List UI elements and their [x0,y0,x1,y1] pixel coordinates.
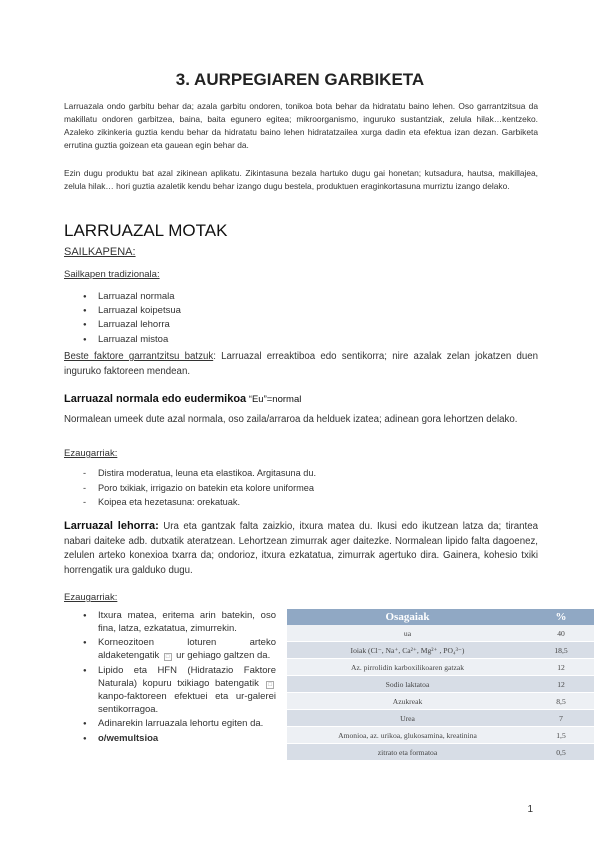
table-row: Ioiak (Cl⁻, Na⁺, Ca²⁺, Mg²⁺ , PO₄³⁻) 18,5 [287,642,594,659]
table-row: Az. pirrolidin karboxilikoaren gatzak 12 [287,659,594,676]
table-row: zitrato eta formatoa 0,5 [287,744,594,761]
list-item: ● Korneozitoen loturen arteko aldaketengatik □ ur gehiago galtzen da. [64,637,276,663]
other-factors-text: : Larruazal erreaktiboa edo sentikorra; nire azalak zelan jokatzen duen inguruko faktoreen mendean. [64,351,538,377]
other-factors-label: Beste faktore garrantzitsu batzuk [64,351,214,362]
list-item: ● Lipido eta HFN (Hidratazio Faktore Naturala) kopuru txikiago batengatik □ kanpo-faktoreen efektuei eta ur-galerei sentikorragoa. [64,665,276,716]
dry-features-list [64,610,276,747]
section-title: LARRUAZAL MOTAK [64,221,228,240]
skin-types-list [64,290,181,347]
dry-features-heading: Ezaugarriak: [64,592,118,603]
intro-paragraph-1: Larruazala ondo garbitu behar da; azala garbitu ondoren, tonikoa bota behar da hidratatu baino lehen. Oso garrantzitsua da makillatu ondoren garbitzea, baina, baita egunero egitea; mikroorganismo, inguruko sustantziak, zelula hilak…kentzeko. Azaleko zikinkeria guztia kendu behar da hidratatu baino lehen hidratatzailea xurga dadin eta efektua izan dezan. Garbiketa errutina guztia goizean eta gauean egin behar da. [64,101,538,150]
missing-glyph-icon: □ [268,681,272,688]
missing-glyph-icon: □ [165,653,170,660]
table-row: Urea 7 [287,710,594,727]
other-factors-paragraph [64,350,538,379]
list-item: ● Larruazal lehorra [64,318,181,332]
dry-skin-text: Ura eta gantzak falta zaizkio, itxura matea du. Ikusi edo ikutzean latza da; tirantea nabari daiteke adb. dutxatik ateratzean. Lehortzean zimurrak ager daitezke. Normalean lipido falta dagoenez, zelulen arteko konexioa txarra da; ondorioz, itxura ezkatatua, zimurrak agertuko dira. Gainera, kohesio txiki horrengatik ura galduko dugu. [64,521,539,576]
sailkapena-heading: SAILKAPENA: [64,246,136,258]
dry-skin-title: Larruazal lehorra: [64,520,159,532]
list-item: ● Larruazal mistoa [64,333,181,347]
list-item: ● Larruazal koipetsua [64,304,181,318]
table-row: Amonioa, az. urikoa, glukosamina, kreatinina 1,5 [287,727,594,744]
normal-skin-title: Larruazal normala edo eudermikoa [64,393,247,405]
page-title: 3. AURPEGIAREN GARBIKETA [175,70,425,89]
table-row: ua 40 [287,625,594,642]
page-number: 1 [527,804,533,815]
list-item: ● Larruazal normala [64,290,181,304]
components-table [287,609,594,761]
normal-skin-heading [64,393,301,405]
table-row: Azukreak 8,5 [287,693,594,710]
intro-paragraph-2: Ezin dugu produktu bat azal zikinean aplikatu. Zikintasuna bezala hartuko dugu gai honetan; kutsadura, hautsa, makillajea, zelula hilak… hori guztia azaletik kendu behar izango dugu bestela, produktuen eraginkortasuna murriztu izango delako. [64,168,538,191]
normal-skin-note: “Eu”=normal [246,394,302,405]
list-item: - Koipea eta hezetasuna: orekatuak. [64,495,316,510]
list-item: ● Adinarekin larruazala lehortu egiten da. [64,718,276,731]
table-header-row [287,609,594,625]
normal-features-list [64,466,316,510]
table-header-percent: % [528,609,594,625]
normal-skin-text: Normalean umeek dute azal normala, oso zaila/arraroa da helduek izatea; adinean gora lehortzen delako. [64,414,518,425]
normal-features-heading: Ezaugarriak: [64,448,118,459]
list-item: - Distira moderatua, leuna eta elastikoa. Argitasuna du. [64,466,316,481]
list-item: ● Itxura matea, eritema arin batekin, oso fina, latza, ezkatatua, zimurrekin. [64,610,276,635]
list-item: ● o/wemultsioa [64,733,276,746]
table-header-osagaiak: Osagaiak [287,609,528,625]
table-row: Sodio laktatoa 12 [287,676,594,693]
dry-skin-paragraph [64,519,538,578]
sailkapen-tradizionala-heading: Sailkapen tradizionala: [64,269,160,280]
list-item: - Poro txikiak, irrigazio on batekin eta kolore uniformea [64,481,316,496]
